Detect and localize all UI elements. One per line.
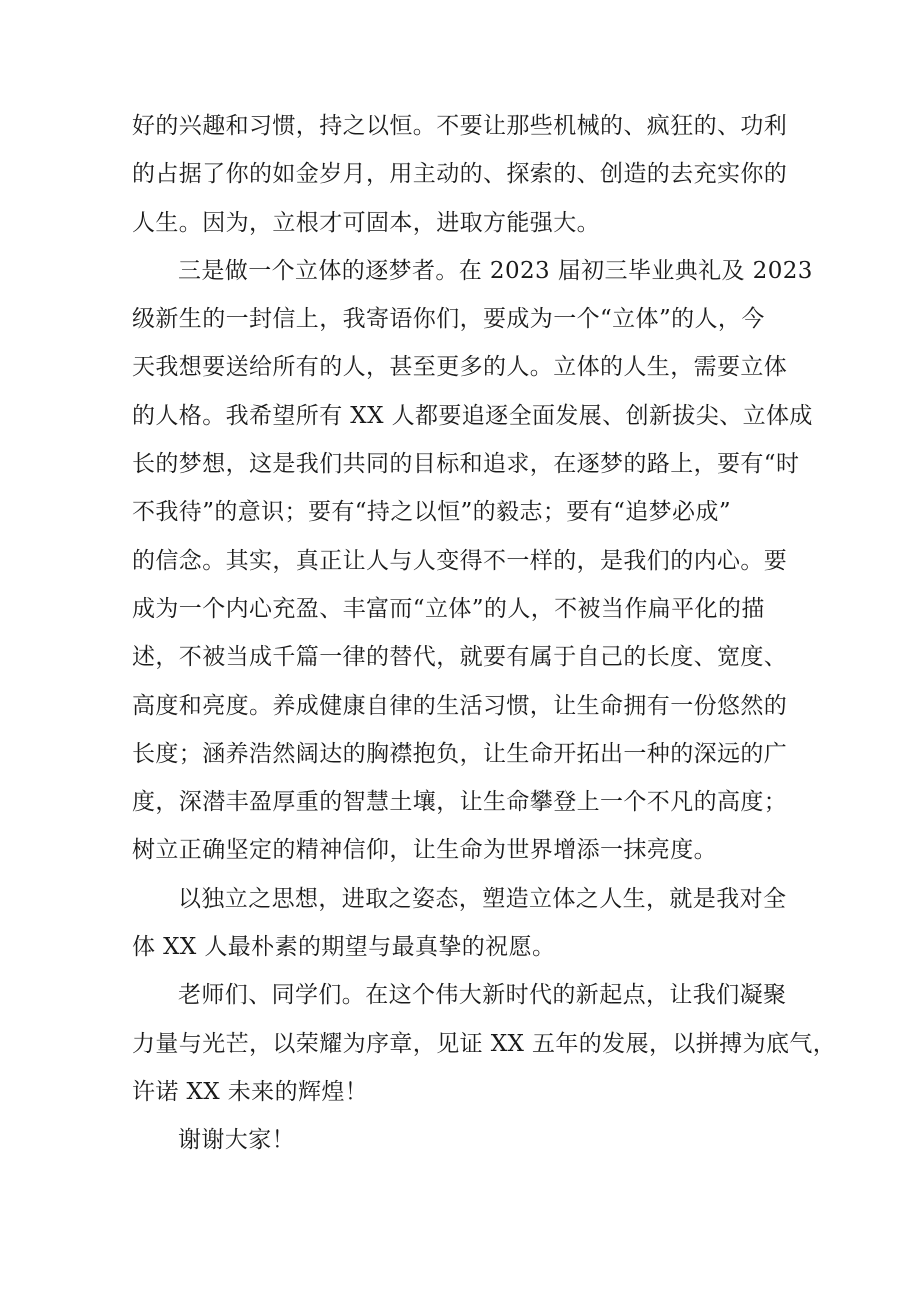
paragraph-3 (132, 875, 794, 972)
text-line: 老师们、同学们。在这个伟大新时代的新起点，让我们凝聚 (178, 982, 787, 1009)
text-line: 以独立之思想，进取之姿态，塑造立体之人生，就是我对全 (178, 885, 787, 912)
paragraph-1 (132, 102, 794, 247)
text-line: 力量与光芒，以荣耀为序章，见证 XX 五年的发展，以拼搏为底气， (132, 1030, 837, 1057)
text-line: 长的梦想，这是我们共同的目标和追求，在逐梦的路上，要有“时 (132, 451, 800, 478)
text-line: 不我待”的意识；要有“持之以恒”的毅志；要有“追梦必成” (132, 499, 731, 526)
text-line: 的信念。其实，真正让人与人变得不一样的，是我们的内心。要 (132, 547, 788, 574)
text-line: 树立正确坚定的精神信仰，让生命为世界增添一抹亮度。 (132, 837, 717, 864)
text-line: 好的兴趣和习惯，持之以恒。不要让那些机械的、疯狂的、功利 (132, 113, 788, 139)
paragraph-4 (132, 971, 837, 1116)
text-line: 级新生的一封信上，我寄语你们，要成为一个“立体”的人，今 (132, 306, 765, 333)
text-line: 成为一个内心充盈、丰富而“立体”的人，不被当作扁平化的描 (132, 595, 765, 622)
text-line: 度，深潜丰盈厚重的智慧土壤，让生命攀登上一个不凡的高度； (132, 789, 788, 816)
text-line: 的占据了你的如金岁月，用主动的、探索的、创造的去充实你的 (132, 161, 788, 188)
text-line: 天我想要送给所有的人，甚至更多的人。立体的人生，需要立体 (132, 354, 788, 381)
text-line: 人生。因为，立根才可固本，进取方能强大。 (132, 209, 600, 236)
text-line: 体 XX 人最朴素的期望与最真挚的祝愿。 (132, 934, 556, 961)
text-line: 长度；涵养浩然阔达的胸襟抱负，让生命开拓出一种的深远的广 (132, 740, 788, 767)
document-body (132, 102, 837, 1165)
paragraph-5 (132, 1116, 794, 1164)
text-line: 述，不被当成千篇一律的替代，就要有属于自己的长度、宽度、 (132, 644, 788, 671)
paragraph-2 (132, 247, 813, 875)
text-line: 高度和亮度。养成健康自律的生活习惯，让生命拥有一份悠然的 (132, 692, 788, 719)
text-line: 谢谢大家！ (178, 1127, 295, 1154)
text-line: 的人格。我希望所有 XX 人都要追逐全面发展、创新拔尖、立体成 (132, 402, 813, 429)
text-line: 三是做一个立体的逐梦者。在 2023 届初三毕业典礼及 2023 (178, 257, 813, 284)
text-line: 许诺 XX 未来的辉煌！ (132, 1078, 369, 1105)
